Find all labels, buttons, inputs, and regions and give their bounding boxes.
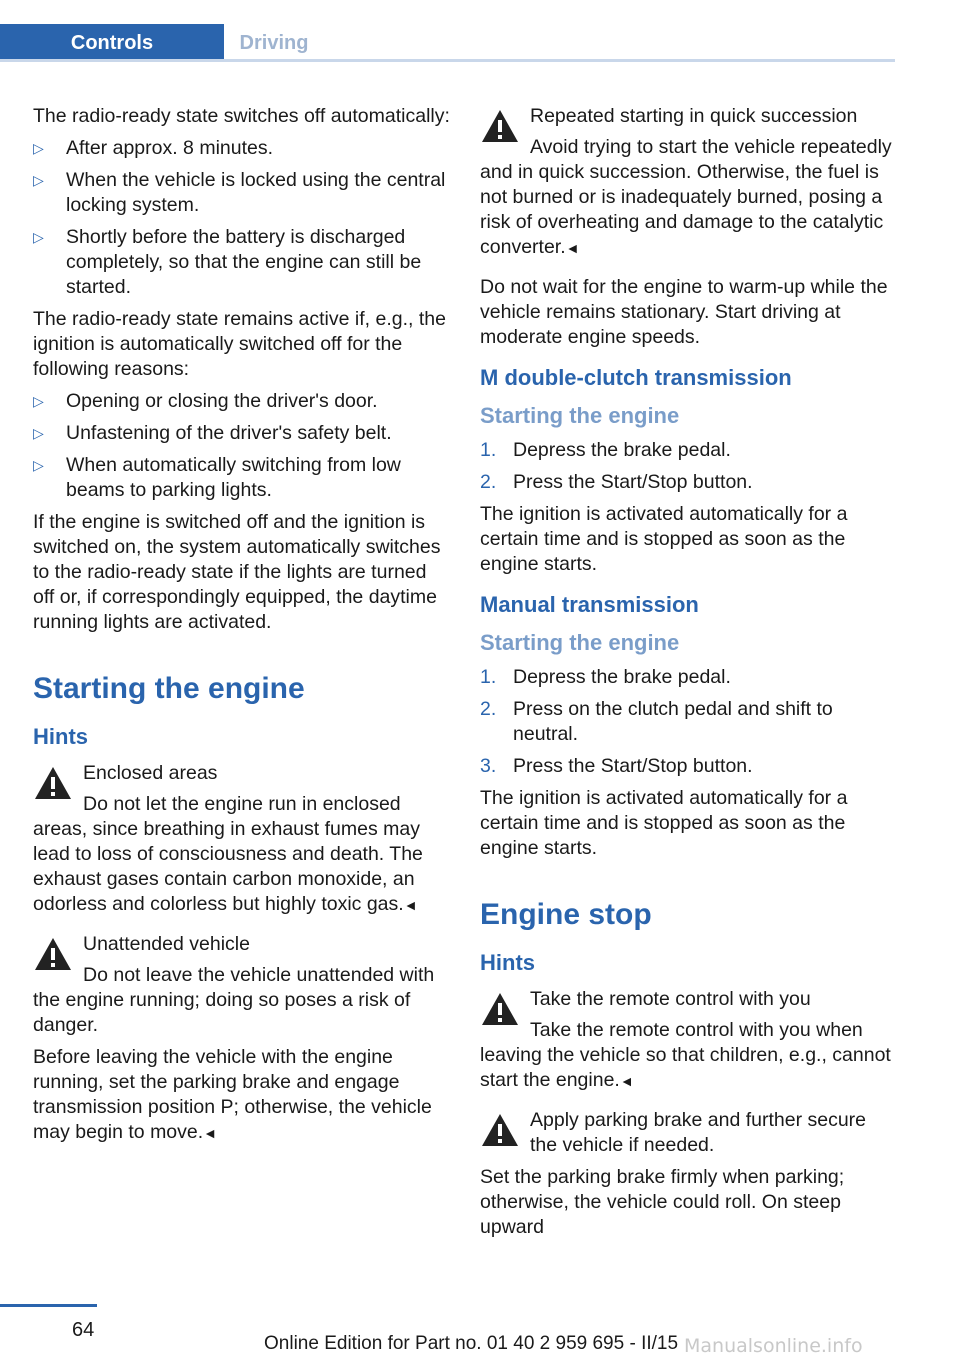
end-mark-icon: ◄ (565, 240, 580, 256)
warning-box (480, 104, 896, 261)
list-item-text: Unfastening of the driver's safety belt. (66, 422, 392, 444)
footer-rule (0, 1304, 97, 1307)
warning-triangle-icon (480, 991, 520, 1027)
bullet-list (33, 136, 451, 300)
warning-text: Take the remote control with you when leaving the vehicle so that children, e.g., cannot start the engine. (480, 1019, 891, 1091)
warning-title: Repeated starting in quick succession (530, 105, 858, 127)
warning-box (480, 1108, 896, 1240)
warning-title: Apply parking brake and further secure the vehicle if needed. (530, 1109, 867, 1156)
warning-text: Avoid trying to start the vehicle repeatedly and in quick succession. Otherwise, the fuel is not burned or is inadequately burned, posing a risk of overheating and damage to the catalytic converter. (480, 136, 892, 258)
bullet-icon: ▷ (33, 140, 44, 156)
bullet-icon: ▷ (33, 393, 44, 409)
warning-text: Do not leave the vehicle unattended with the engine running; doing so poses a risk of danger. (33, 964, 435, 1036)
list-item (480, 438, 896, 463)
warning-box (480, 987, 896, 1094)
warning-box (33, 761, 451, 918)
list-item (33, 225, 451, 300)
warning-followup-text: Before leaving the vehicle with the engine running, set the parking brake and engage transmission position P; otherwise, the vehicle may begin to move. (33, 1046, 432, 1143)
list-item-text: After approx. 8 minutes. (66, 137, 274, 159)
step-number: 1. (480, 666, 497, 688)
end-mark-icon: ◄ (619, 1073, 634, 1089)
paragraph: The ignition is activated automatically for a certain time and is stopped as soon as the engine starts. (480, 787, 848, 859)
list-item (33, 136, 451, 161)
list-item (480, 665, 896, 690)
step-number: 2. (480, 698, 497, 720)
list-item-text: Press the Start/Stop button. (513, 755, 753, 777)
bullet-icon: ▷ (33, 425, 44, 441)
bullet-icon: ▷ (33, 172, 44, 188)
list-item (480, 697, 896, 747)
list-item (33, 168, 451, 218)
right-column (480, 104, 896, 1254)
warning-title: Take the remote control with you (530, 988, 811, 1010)
bullet-list (33, 389, 451, 503)
warning-triangle-icon (480, 1112, 520, 1148)
end-mark-icon: ◄ (403, 897, 418, 913)
list-item (33, 453, 451, 503)
warning-title: Unattended vehicle (83, 933, 250, 955)
list-item-text: When automatically switching from low beams to parking lights. (66, 454, 401, 501)
list-item-text: Depress the brake pedal. (513, 666, 731, 688)
paragraph: The radio-ready state switches off automatically: (33, 105, 450, 127)
section-title: Starting the engine (33, 672, 305, 705)
subsection-title: Manual transmission (480, 592, 699, 617)
paragraph: The radio-ready state remains active if, e.g., the ignition is automatically switched off for the following reasons: (33, 308, 446, 380)
page-number: 64 (72, 1319, 95, 1341)
end-mark-icon: ◄ (203, 1125, 218, 1141)
tab-controls[interactable]: Controls (0, 24, 224, 62)
subsection-title: Hints (480, 950, 535, 975)
sub-subsection-title: Starting the engine (480, 403, 680, 428)
numbered-list (480, 665, 896, 779)
warning-triangle-icon (480, 108, 520, 144)
list-item-text: Opening or closing the driver's door. (66, 390, 378, 412)
list-item (33, 421, 451, 446)
bullet-icon: ▷ (33, 457, 44, 473)
list-item-text: Shortly before the battery is discharged completely, so that the engine can still be started. (66, 226, 422, 298)
step-number: 3. (480, 755, 497, 777)
warning-triangle-icon (33, 936, 73, 972)
paragraph: The ignition is activated automatically for a certain time and is stopped as soon as the engine starts. (480, 503, 848, 575)
warning-box (33, 932, 451, 1146)
bullet-icon: ▷ (33, 229, 44, 245)
edition-text: Online Edition for Part no. 01 40 2 959 695 - II/15 (264, 1333, 679, 1354)
step-number: 2. (480, 471, 497, 493)
sub-subsection-title: Starting the engine (480, 630, 680, 655)
left-column (33, 104, 451, 1160)
subsection-title: Hints (33, 724, 88, 749)
list-item (480, 754, 896, 779)
list-item-text: Press on the clutch pedal and shift to neutral. (513, 698, 833, 745)
paragraph: Do not wait for the engine to warm-up while the vehicle remains stationary. Start driving at moderate engine speeds. (480, 276, 888, 348)
warning-triangle-icon (33, 765, 73, 801)
list-item-text: Depress the brake pedal. (513, 439, 731, 461)
chapter-header (0, 24, 895, 62)
warning-text: Do not let the engine run in enclosed areas, since breathing in exhaust fumes may lead to loss of consciousness and death. The exhaust gases contain carbon monoxide, an odorless and colorless but highly toxic gas. (33, 793, 423, 915)
section-title: Engine stop (480, 898, 652, 931)
header-rule (0, 59, 895, 62)
watermark: Manualsonline.info (684, 1335, 863, 1357)
list-item (33, 389, 451, 414)
list-item-text: When the vehicle is locked using the central locking system. (66, 169, 446, 216)
paragraph: Set the parking brake firmly when parking; otherwise, the vehicle could roll. On steep upward (480, 1166, 845, 1238)
paragraph: If the engine is switched off and the ignition is switched on, the system automatically switches to the radio-ready state if the lights are turned off or, if correspondingly equipped, the daytime running lights are activated. (33, 511, 441, 633)
list-item-text: Press the Start/Stop button. (513, 471, 753, 493)
tab-driving[interactable]: Driving (239, 32, 309, 54)
subsection-title: M double-clutch transmission (480, 365, 792, 390)
step-number: 1. (480, 439, 497, 461)
list-item (480, 470, 896, 495)
numbered-list (480, 438, 896, 495)
warning-followup (33, 1045, 451, 1146)
warning-title: Enclosed areas (83, 762, 218, 784)
